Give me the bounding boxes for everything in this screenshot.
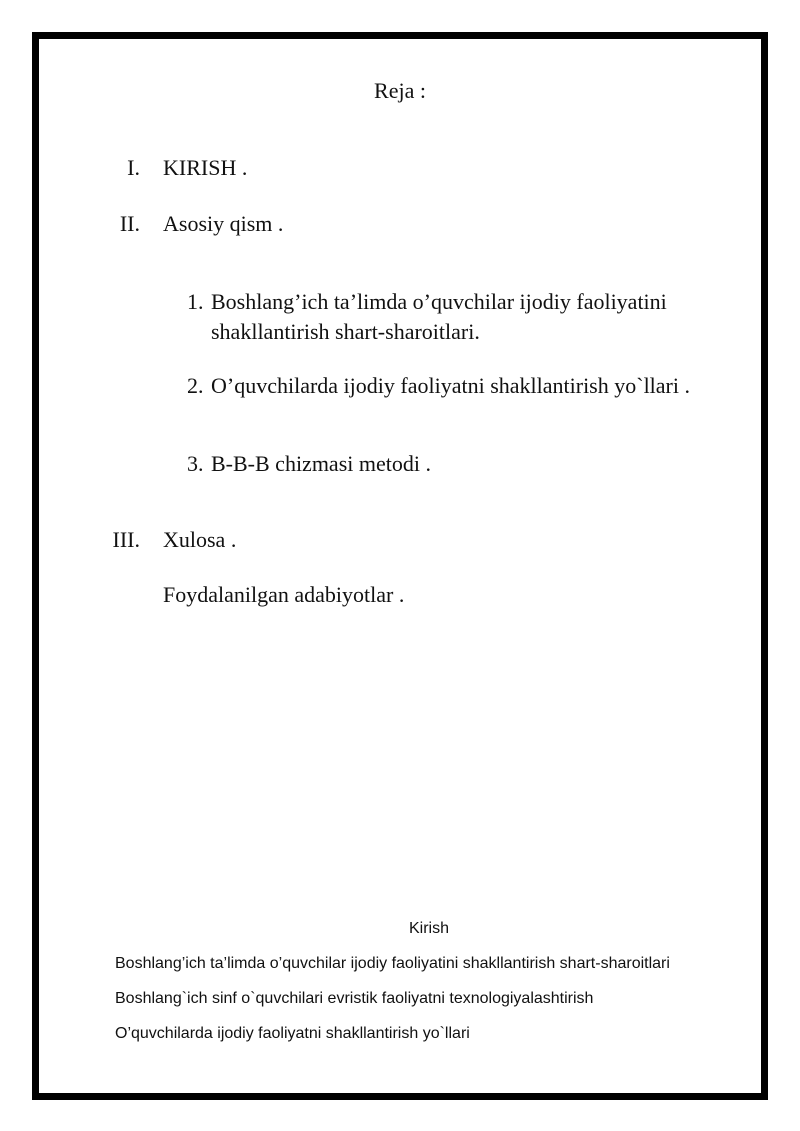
subitem-text-2: O’quvchilarda ijodiy faoliyatni shakllantirish yo`llari .: [211, 373, 690, 398]
plan-title: Reja :: [374, 78, 426, 103]
subitem-number-2: 2.: [187, 373, 204, 398]
subitem-number-3: 3.: [187, 451, 204, 476]
references-line: Foydalanilgan adabiyotlar .: [163, 582, 405, 607]
subitem-number-1: 1.: [187, 289, 204, 314]
section-number-1: I.: [127, 155, 140, 180]
subitem-text-1-line2: shakllantirish shart-sharoitlari.: [211, 319, 480, 344]
contents-line-1: Boshlang’ich ta’limda o’quvchilar ijodiy faoliyatini shakllantirish shart-sharoitlari: [115, 955, 670, 972]
section-title-1: KIRISH .: [163, 155, 248, 180]
contents-heading: Kirish: [408, 920, 449, 937]
section-number-3: III.: [112, 527, 140, 552]
contents-line-3: O’quvchilarda ijodiy faoliyatni shakllantirish yo`llari: [115, 1025, 470, 1042]
section-number-2: II.: [119, 211, 140, 236]
subitem-text-3: B-B-B chizmasi metodi .: [211, 451, 431, 476]
page-border: [32, 32, 768, 1100]
section-title-2: Asosiy qism .: [163, 211, 284, 236]
section-title-3: Xulosa .: [163, 527, 237, 552]
contents-line-2: Boshlang`ich sinf o`quvchilari evristik faoliyatni texnologiyalashtirish: [115, 990, 594, 1007]
subitem-text-1-line1: Boshlang’ich ta’limda o’quvchilar ijodiy faoliyatini: [211, 289, 667, 314]
